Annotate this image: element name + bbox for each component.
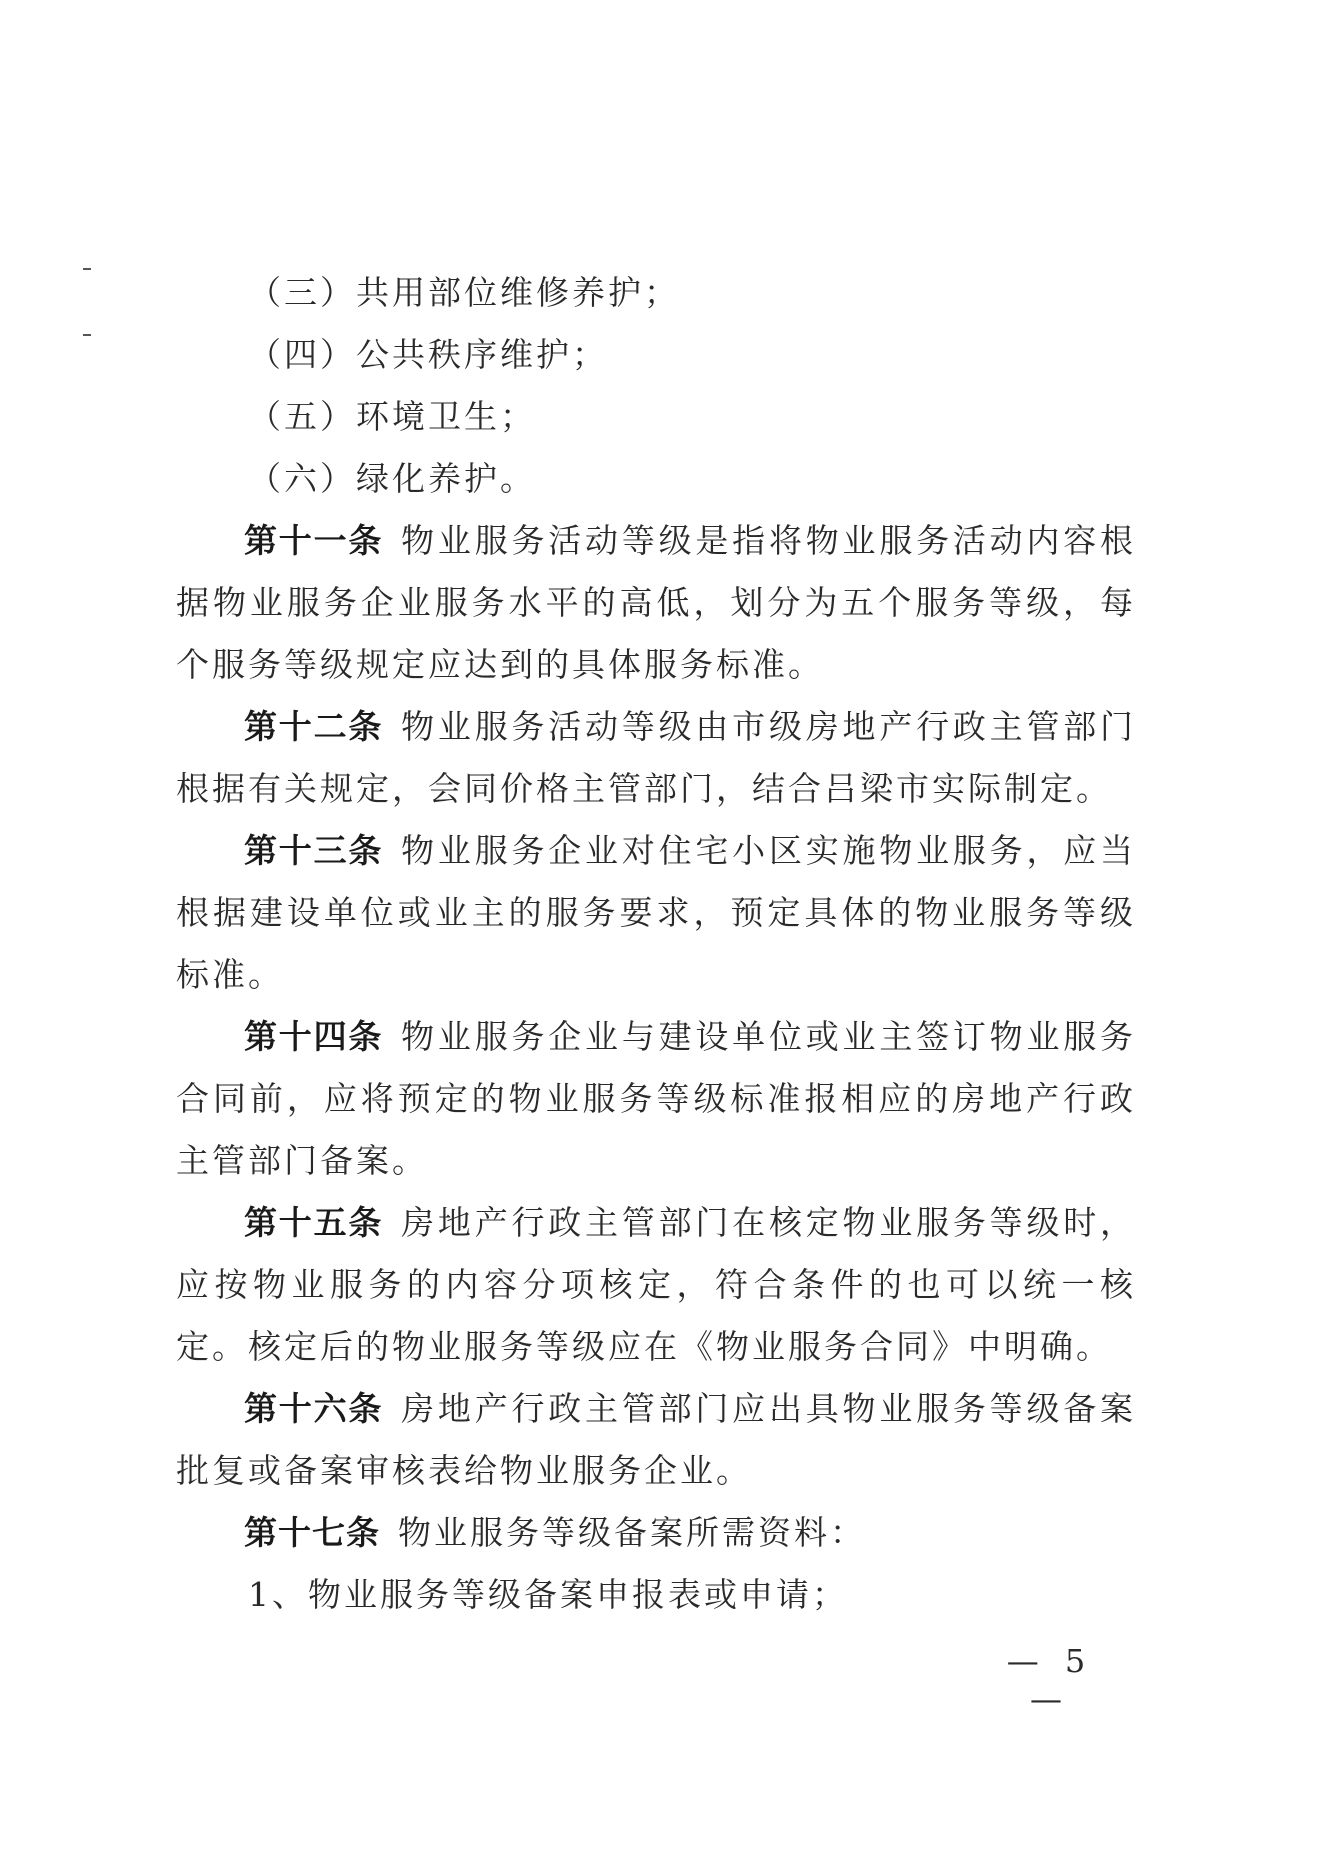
- article-17: [176, 1502, 1136, 1564]
- list-item: （三）共用部位维修养护；: [248, 273, 680, 312]
- article-13: [176, 820, 1136, 1006]
- article-number: 第十三条: [244, 831, 384, 870]
- article-number: 第十四条: [244, 1017, 384, 1056]
- article-text: 物业服务企业与建设单位或业主签订物业服务合同前，应将预定的物业服务等级标准报相应的房地产行政主管部门备案。: [176, 1017, 1137, 1180]
- list-item: （六）绿化养护。: [248, 459, 536, 498]
- article-text: 物业服务活动等级是指将物业服务活动内容根据物业服务企业服务水平的高低，划分为五个服务等级，每个服务等级规定应达到的具体服务标准。: [176, 521, 1137, 684]
- article-15: [176, 1192, 1136, 1378]
- article-number: 第十七条: [244, 1513, 380, 1552]
- list-item: 1、物业服务等级备案申报表或申请；: [248, 1575, 848, 1614]
- article-text: 物业服务等级备案所需资料：: [398, 1513, 866, 1552]
- article-14: [176, 1006, 1136, 1192]
- body-text: [176, 262, 1136, 1626]
- article-number: 第十五条: [244, 1203, 384, 1242]
- article-text: 房地产行政主管部门应出具物业服务等级备案批复或备案审核表给物业服务企业。: [176, 1389, 1137, 1490]
- article-12: [176, 696, 1136, 820]
- article-text: 物业服务活动等级由市级房地产行政主管部门根据有关规定，会同价格主管部门，结合吕梁市实际制定。: [176, 707, 1137, 808]
- article-number: 第十一条: [244, 521, 384, 560]
- margin-mark: [83, 268, 91, 270]
- article-number: 第十六条: [244, 1389, 384, 1428]
- list-item: （五）环境卫生；: [248, 397, 536, 436]
- page-number: — 5 —: [1006, 1642, 1094, 1718]
- article-11: [176, 510, 1136, 696]
- article-text: 房地产行政主管部门在核定物业服务等级时，应按物业服务的内容分项核定，符合条件的也可以统一核定。核定后的物业服务等级应在《物业服务合同》中明确。: [176, 1203, 1137, 1366]
- margin-mark: [83, 334, 91, 336]
- article-number: 第十二条: [244, 707, 384, 746]
- article-16: [176, 1378, 1136, 1502]
- article-text: 物业服务企业对住宅小区实施物业服务，应当根据建设单位或业主的服务要求，预定具体的物业服务等级标准。: [176, 831, 1137, 994]
- list-item: （四）公共秩序维护；: [248, 335, 608, 374]
